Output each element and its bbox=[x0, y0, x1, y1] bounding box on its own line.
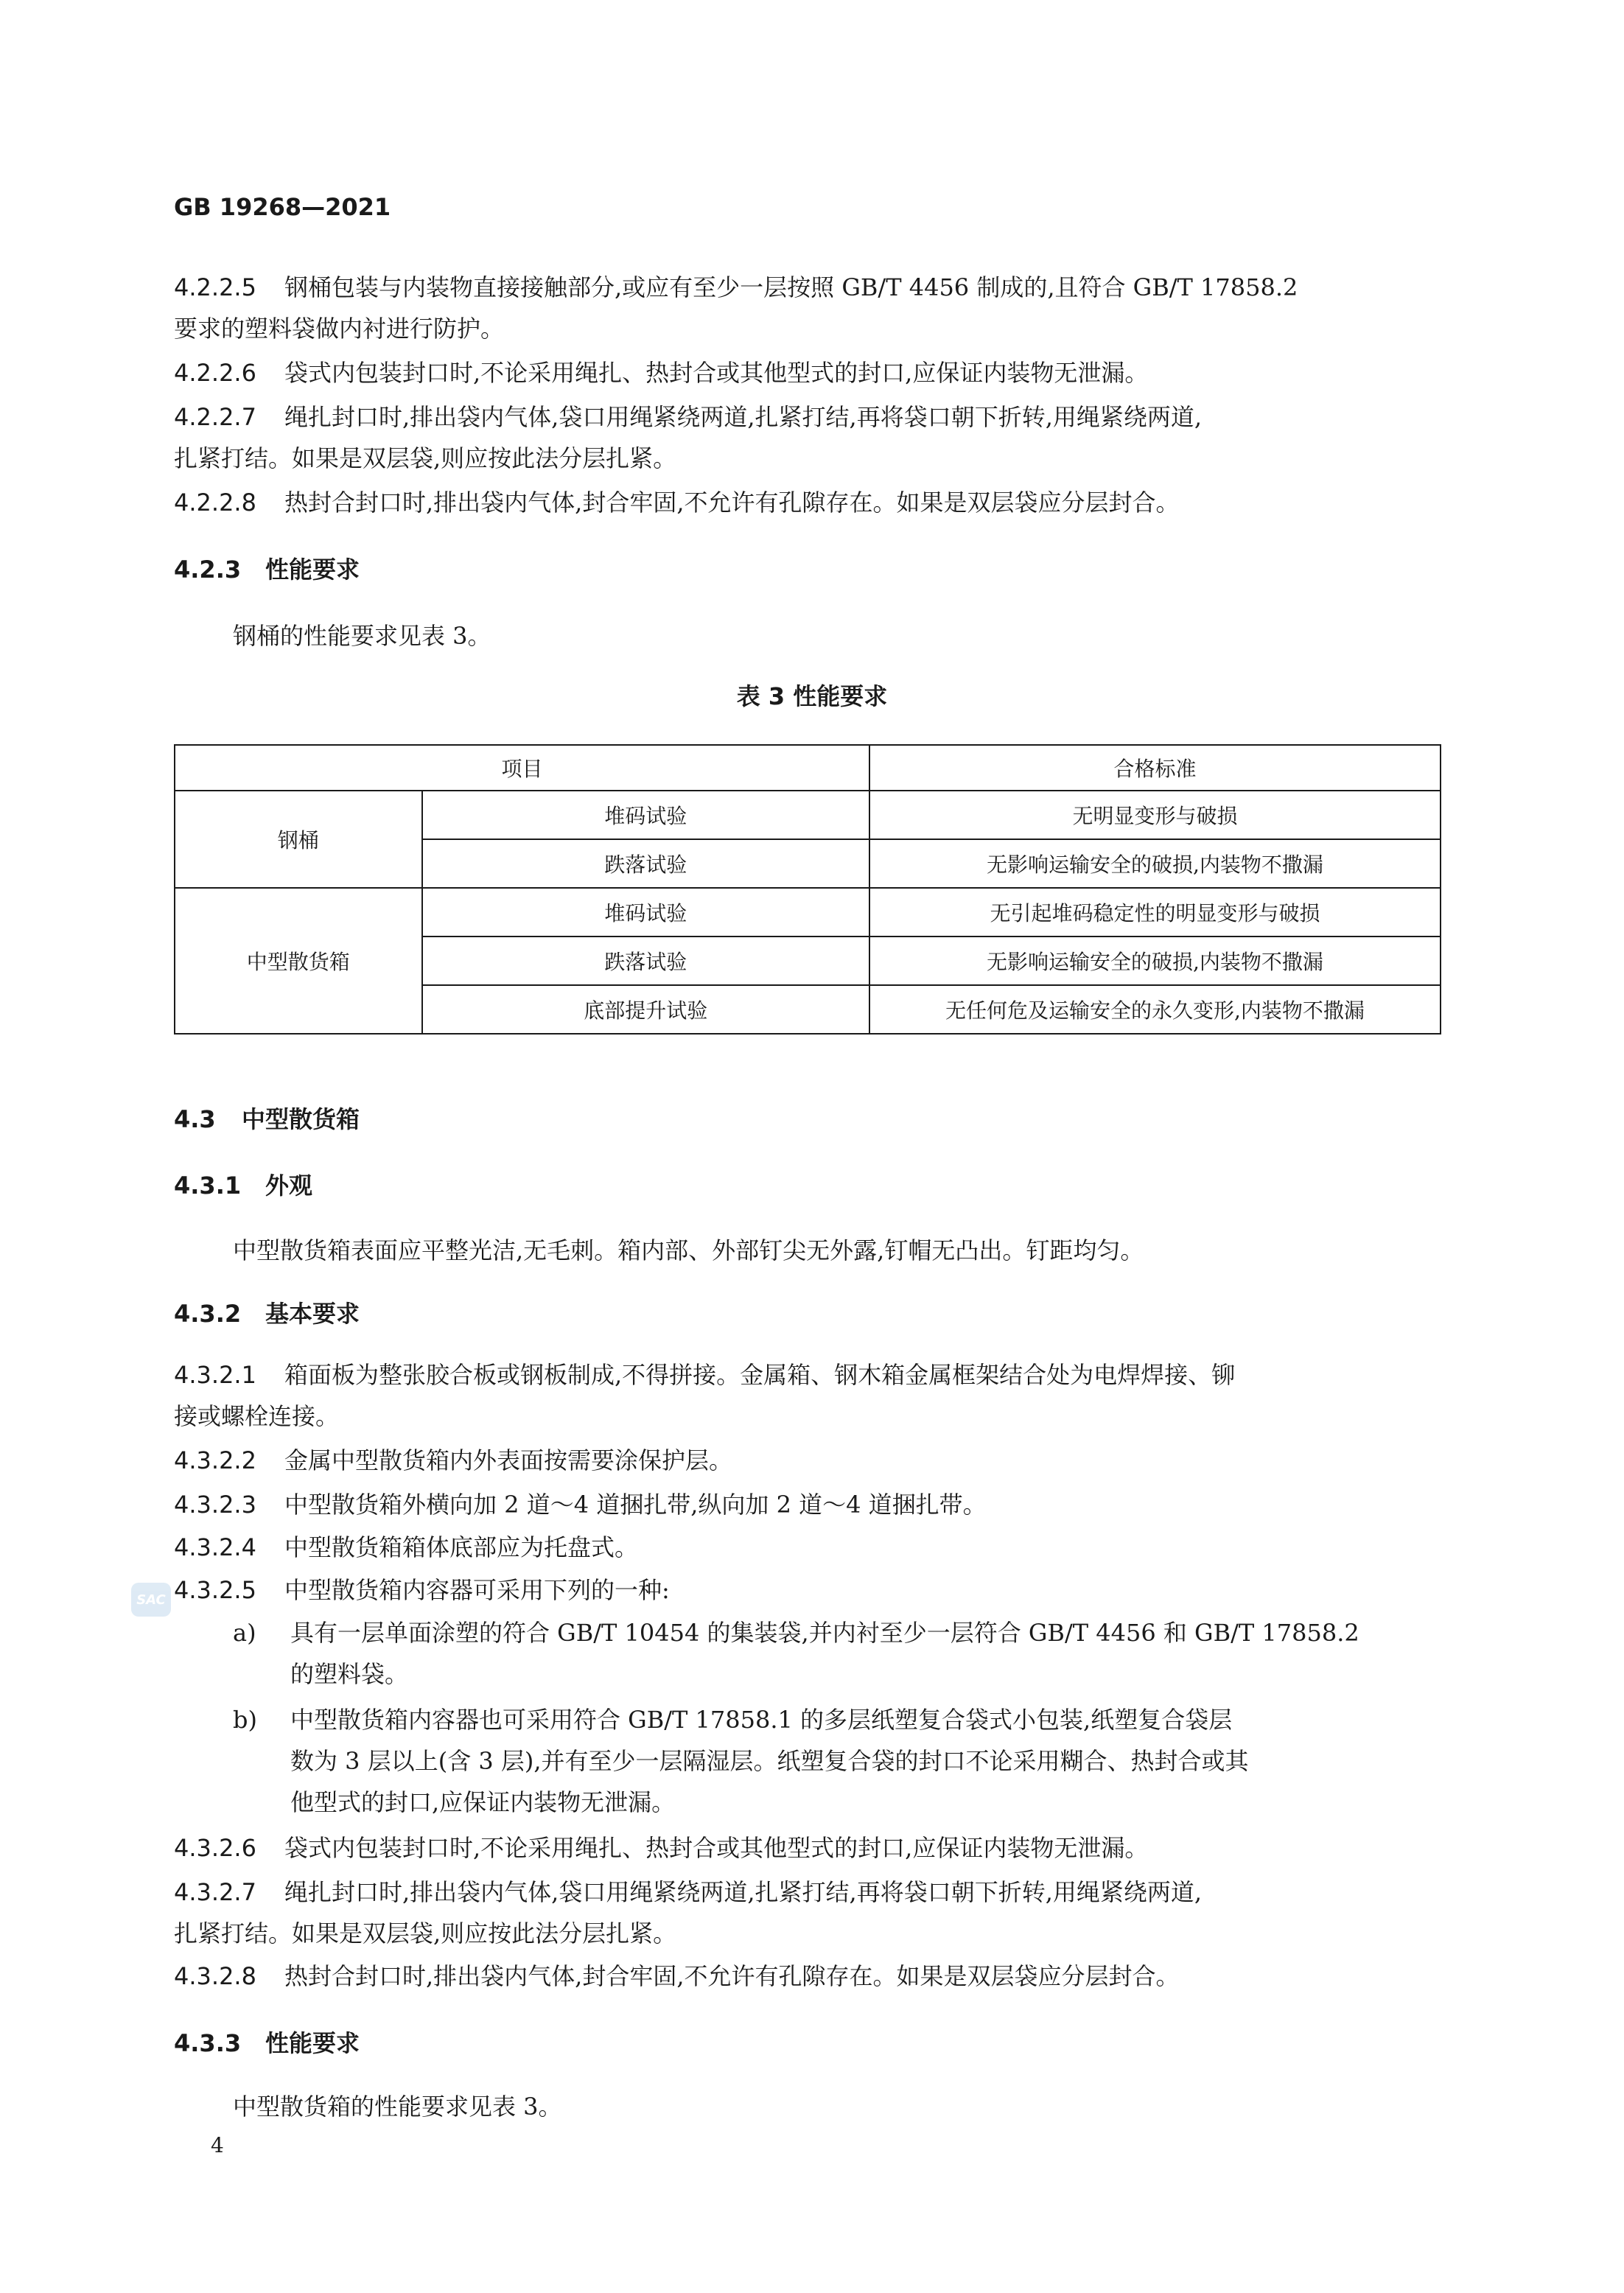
list-item-text-cont: 数为 3 层以上(含 3 层),并有至少一层隔湿层。纸塑复合袋的封口不论采用糊合、热封合或其 bbox=[290, 1747, 1249, 1775]
heading-title: 中型散货箱 bbox=[242, 1105, 360, 1133]
clause-4-3-2-7 bbox=[174, 1872, 1202, 1954]
document-header: GB 19268—2021 bbox=[174, 193, 391, 221]
clause-4-3-2-4 bbox=[174, 1527, 638, 1568]
heading-4-3-3 bbox=[174, 2025, 360, 2059]
clause-4-3-2-5 bbox=[174, 1569, 670, 1611]
list-item-a bbox=[290, 1612, 1359, 1695]
test-cell: 堆码试验 bbox=[422, 888, 869, 937]
standard-cell: 无明显变形与破损 bbox=[869, 791, 1441, 839]
standard-cell: 无引起堆码稳定性的明显变形与破损 bbox=[869, 888, 1441, 937]
clause-text: 绳扎封口时,排出袋内气体,袋口用绳紧绕两道,扎紧打结,再将袋口朝下折转,用绳紧绕两道, bbox=[284, 1878, 1203, 1906]
heading-4-3-2 bbox=[174, 1295, 360, 1329]
heading-number: 4.3.3 bbox=[174, 2029, 242, 2057]
heading-title: 外观 bbox=[265, 1172, 313, 1200]
performance-table bbox=[174, 744, 1441, 1035]
clause-text: 中型散货箱内容器可采用下列的一种: bbox=[284, 1576, 670, 1604]
clause-text-cont: 接或螺栓连接。 bbox=[174, 1402, 340, 1430]
clause-text-cont: 要求的塑料袋做内衬进行防护。 bbox=[174, 315, 505, 343]
heading-4-3 bbox=[174, 1101, 360, 1135]
clause-text: 绳扎封口时,排出袋内气体,袋口用绳紧绕两道,扎紧打结,再将袋口朝下折转,用绳紧绕两道, bbox=[284, 403, 1203, 431]
clause-number: 4.2.2.5 bbox=[174, 273, 256, 301]
page-number: 4 bbox=[211, 2133, 224, 2157]
heading-number: 4.3.2 bbox=[174, 1300, 242, 1328]
clause-4-3-2-8 bbox=[174, 1956, 1180, 1997]
standard-cell: 无影响运输安全的破损,内装物不撒漏 bbox=[869, 839, 1441, 888]
group-cell-steel-drum: 钢桶 bbox=[175, 791, 422, 888]
standard-cell: 无影响运输安全的破损,内装物不撒漏 bbox=[869, 937, 1441, 985]
clause-number: 4.3.2.1 bbox=[174, 1361, 256, 1389]
clause-4-2-2-8 bbox=[174, 482, 1180, 523]
clause-text-cont: 扎紧打结。如果是双层袋,则应按此法分层扎紧。 bbox=[174, 1919, 677, 1947]
paragraph-4-3-1: 中型散货箱表面应平整光洁,无毛刺。箱内部、外部钉尖无外露,钉帽无凸出。钉距均匀。 bbox=[233, 1236, 1144, 1264]
clause-number: 4.3.2.3 bbox=[174, 1491, 256, 1519]
paragraph-4-3-3: 中型散货箱的性能要求见表 3。 bbox=[233, 2093, 562, 2121]
clause-4-2-2-6 bbox=[174, 352, 1148, 393]
test-cell: 堆码试验 bbox=[422, 791, 869, 839]
heading-title: 基本要求 bbox=[265, 1300, 360, 1328]
list-item-text-cont: 他型式的封口,应保证内装物无泄漏。 bbox=[290, 1788, 676, 1816]
test-cell: 跌落试验 bbox=[422, 839, 869, 888]
clause-text: 热封合封口时,排出袋内气体,封合牢固,不允许有孔隙存在。如果是双层袋应分层封合。 bbox=[284, 489, 1180, 517]
clause-text: 中型散货箱箱体底部应为托盘式。 bbox=[284, 1533, 639, 1561]
clause-number: 4.3.2.5 bbox=[174, 1576, 256, 1604]
clause-number: 4.3.2.7 bbox=[174, 1878, 256, 1906]
clause-number: 4.2.2.6 bbox=[174, 359, 256, 387]
clause-4-3-2-1 bbox=[174, 1354, 1235, 1437]
clause-number: 4.2.2.8 bbox=[174, 489, 256, 517]
clause-text: 热封合封口时,排出袋内气体,封合牢固,不允许有孔隙存在。如果是双层袋应分层封合。 bbox=[284, 1962, 1180, 1990]
list-item-b-label: b) bbox=[233, 1706, 257, 1734]
clause-text: 钢桶包装与内装物直接接触部分,或应有至少一层按照 GB/T 4456 制成的,且符合 GB/T 17858.2 bbox=[284, 273, 1298, 301]
heading-number: 4.2.3 bbox=[174, 556, 242, 584]
clause-text: 袋式内包装封口时,不论采用绳扎、热封合或其他型式的封口,应保证内装物无泄漏。 bbox=[284, 359, 1149, 387]
clause-4-3-2-6 bbox=[174, 1827, 1148, 1869]
paragraph-4-2-3: 钢桶的性能要求见表 3。 bbox=[233, 622, 491, 650]
heading-number: 4.3.1 bbox=[174, 1172, 242, 1200]
test-cell: 底部提升试验 bbox=[422, 985, 869, 1034]
clause-4-3-2-3 bbox=[174, 1484, 987, 1525]
clause-number: 4.3.2.2 bbox=[174, 1446, 256, 1474]
table-header-row bbox=[175, 745, 1441, 791]
clause-text-cont: 扎紧打结。如果是双层袋,则应按此法分层扎紧。 bbox=[174, 444, 677, 472]
clause-number: 4.2.2.7 bbox=[174, 403, 256, 431]
list-item-text-cont: 的塑料袋。 bbox=[290, 1660, 409, 1688]
heading-title: 性能要求 bbox=[265, 556, 360, 584]
clause-text: 金属中型散货箱内外表面按需要涂保护层。 bbox=[284, 1446, 733, 1474]
list-item-text: 中型散货箱内容器也可采用符合 GB/T 17858.1 的多层纸塑复合袋式小包装,纸塑复合袋层 bbox=[290, 1706, 1233, 1734]
clause-number: 4.3.2.8 bbox=[174, 1962, 256, 1990]
heading-title: 性能要求 bbox=[265, 2029, 360, 2057]
clause-text: 箱面板为整张胶合板或钢板制成,不得拼接。金属箱、钢木箱金属框架结合处为电焊焊接、铆 bbox=[284, 1361, 1236, 1389]
heading-4-2-3 bbox=[174, 551, 360, 585]
test-cell: 跌落试验 bbox=[422, 937, 869, 985]
heading-4-3-1 bbox=[174, 1167, 312, 1201]
list-item-b bbox=[290, 1699, 1249, 1823]
standard-cell: 无任何危及运输安全的永久变形,内装物不撒漏 bbox=[869, 985, 1441, 1034]
group-cell-ibc: 中型散货箱 bbox=[175, 888, 422, 1034]
clause-text: 中型散货箱外横向加 2 道～4 道捆扎带,纵向加 2 道～4 道捆扎带。 bbox=[284, 1491, 987, 1519]
column-header-item: 项目 bbox=[175, 745, 869, 791]
clause-4-2-2-5 bbox=[174, 267, 1298, 349]
clause-4-2-2-7 bbox=[174, 396, 1202, 479]
clause-4-3-2-2 bbox=[174, 1440, 732, 1481]
table-row bbox=[175, 791, 1441, 839]
table-caption: 表 3 性能要求 bbox=[736, 682, 888, 710]
column-header-standard: 合格标准 bbox=[869, 745, 1441, 791]
table-row bbox=[175, 888, 1441, 937]
heading-number: 4.3 bbox=[174, 1105, 216, 1133]
clause-number: 4.3.2.4 bbox=[174, 1533, 256, 1561]
list-item-a-label: a) bbox=[233, 1619, 256, 1647]
list-item-text: 具有一层单面涂塑的符合 GB/T 10454 的集装袋,并内衬至少一层符合 GB/T 4456 和 GB/T 17858.2 bbox=[290, 1619, 1359, 1647]
watermark-logo: SAC bbox=[131, 1583, 171, 1617]
clause-text: 袋式内包装封口时,不论采用绳扎、热封合或其他型式的封口,应保证内装物无泄漏。 bbox=[284, 1834, 1149, 1862]
clause-number: 4.3.2.6 bbox=[174, 1834, 256, 1862]
